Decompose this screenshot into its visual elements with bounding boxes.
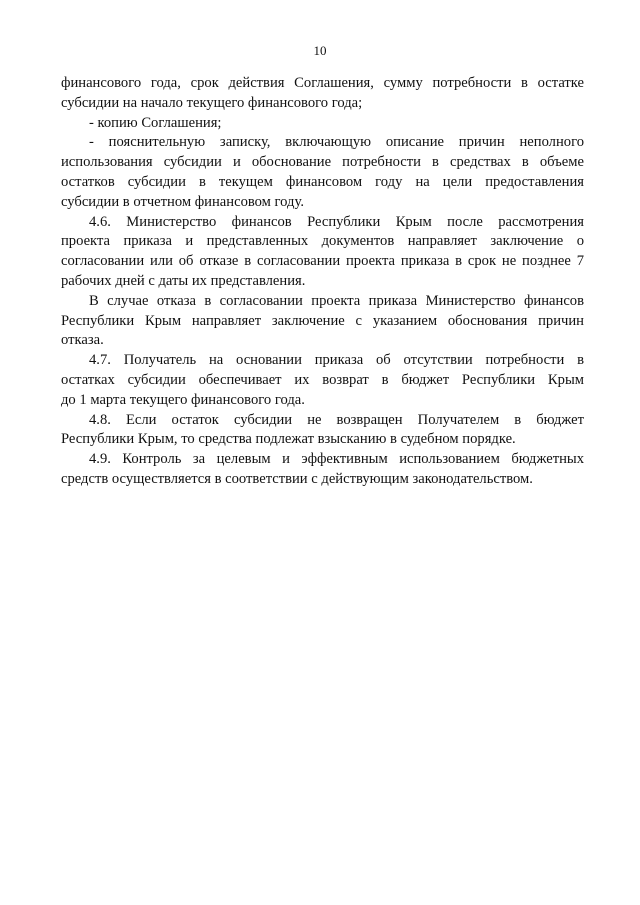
text-line: рабочих дней с даты их представления. xyxy=(61,272,306,289)
agreement-copy-item xyxy=(61,114,584,134)
text-line: согласовании или об отказе в согласовании проекта приказа в срок не позднее 7 xyxy=(61,253,584,270)
text-line: проекта приказа и представленных документов направляет заключение о xyxy=(61,233,584,250)
text-line: финансового года, срок действия Соглашения, сумму потребности в остатке xyxy=(61,75,584,91)
clause-4-7 xyxy=(61,351,584,410)
refusal-paragraph xyxy=(61,292,584,351)
page-number: 10 xyxy=(313,43,327,58)
agreement-continuation xyxy=(61,74,584,114)
clause-4-8 xyxy=(61,411,584,451)
text-line: отказа. xyxy=(61,332,104,349)
text-line: - пояснительную записку, включающую описание причин неполного xyxy=(89,134,584,151)
text-line: использования субсидии и обоснование потребности в средствах в объеме xyxy=(61,154,584,171)
text-line: 4.9. Контроль за целевым и эффективным использованием бюджетных xyxy=(89,451,584,468)
text-line: 4.6. Министерство финансов Республики Крым после рассмотрения xyxy=(89,213,584,230)
document-body xyxy=(61,74,584,490)
explanatory-note-item xyxy=(61,133,584,212)
text-line: 4.7. Получатель на основании приказа об отсутствии потребности в xyxy=(89,352,584,369)
text-line: - копию Соглашения; xyxy=(89,114,222,131)
text-line: Республики Крым направляет заключение с указанием обоснования причин xyxy=(61,312,584,329)
text-line: средств осуществляется в соответствии с действующим законодательством. xyxy=(61,470,533,487)
clause-4-9 xyxy=(61,450,584,490)
text-line: субсидии в отчетном финансовом году. xyxy=(61,193,304,210)
text-line: субсидии на начало текущего финансового года; xyxy=(61,94,363,111)
clause-4-6 xyxy=(61,213,584,292)
text-line: 4.8. Если остаток субсидии не возвращен Получателем в бюджет xyxy=(89,411,584,428)
text-line: остатках субсидии обеспечивает их возврат в бюджет Республики Крым xyxy=(61,371,584,388)
text-line: до 1 марта текущего финансового года. xyxy=(61,391,305,408)
text-line: В случае отказа в согласовании проекта приказа Министерство финансов xyxy=(89,292,584,309)
text-line: остатков субсидии в текущем финансовом году на цели предоставления xyxy=(61,173,584,190)
text-line: Республики Крым, то средства подлежат взысканию в судебном порядке. xyxy=(61,431,516,448)
